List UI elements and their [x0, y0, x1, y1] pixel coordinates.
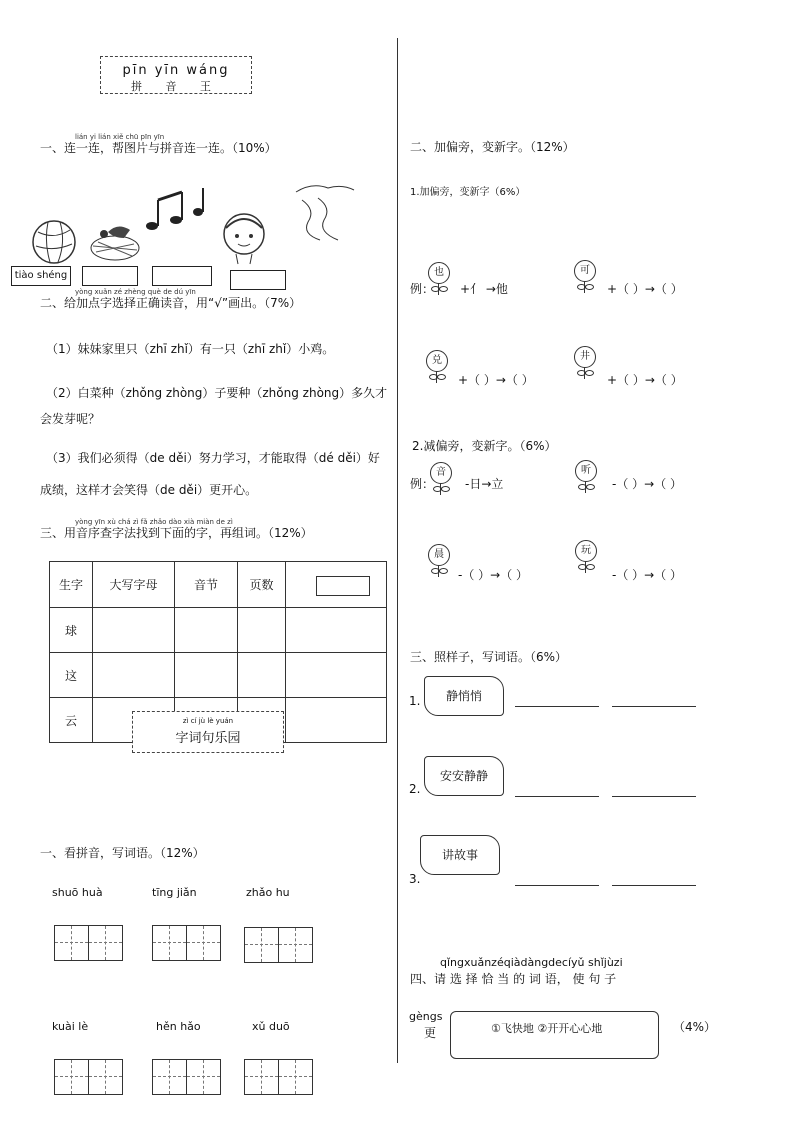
q2-item-3a: （3）我们必须得（de děi）努力学习，才能取得（dé děi）好: [46, 451, 380, 465]
table-cell: 这: [50, 653, 93, 698]
pinyin-word: kuài lè: [52, 1020, 89, 1033]
q2-item-1: （1）妹妹家里只（zhī zhǐ）有一只（zhī zhǐ）小鸡。: [46, 342, 335, 356]
table-header: [286, 562, 387, 608]
q2-item-2a: （2）白菜种（zhǒng zhòng）子要种（zhǒng zhòng）多久才: [46, 386, 388, 400]
label-box-1: tiào shéng: [11, 266, 71, 286]
right-q1-sub1: 1.加偏旁，变新字（6%）: [410, 187, 526, 198]
right-q1-sub2: 2.减偏旁，变新字。（6%）: [412, 439, 557, 453]
river-icon: [292, 180, 356, 244]
formula: +亻 →他: [460, 282, 508, 296]
music-notes-icon: [140, 182, 210, 242]
word-flag: 安安静静: [424, 756, 504, 796]
flower-char: 井: [574, 346, 596, 380]
q2-pinyin-hint: yòng xuǎn zé zhèng què de dú yīn: [75, 288, 196, 296]
column-divider: [397, 38, 398, 1063]
right-q2-title: 三、照样子，写词语。（6%）: [410, 650, 568, 664]
header-label-box: [316, 576, 370, 596]
title-pinyin: pīn yīn wáng: [122, 63, 230, 78]
table-cell[interactable]: [286, 698, 387, 743]
formula: +（ ）→（ ）: [607, 373, 683, 387]
right-q3-line2-pinyin: gèngs: [409, 1010, 443, 1023]
flower-char: 玩: [575, 540, 597, 574]
answer-line[interactable]: [612, 706, 696, 707]
options-text: ①飞快地 ②开开心心地: [491, 1022, 603, 1035]
answer-line[interactable]: [515, 796, 599, 797]
label-box-4: [230, 270, 286, 290]
table-cell: 球: [50, 608, 93, 653]
right-q3-line2-char: 更: [424, 1026, 437, 1040]
left-q3-title: 三、用音序查字法找到下面的字，再组词。（12%）: [40, 526, 313, 540]
title-box: [100, 56, 252, 94]
section-label-text: 字词句乐园: [175, 731, 241, 746]
label-box-3: [152, 266, 212, 286]
flower-char: 音: [430, 462, 452, 496]
writing-grid[interactable]: [54, 1059, 123, 1095]
table-cell[interactable]: [93, 653, 175, 698]
section-label-box: [132, 711, 284, 753]
flower-char: 可: [574, 260, 596, 294]
formula: -（ ）→（ ）: [612, 568, 683, 582]
formula: +（ ）→（ ）: [607, 282, 683, 296]
word-flag: 静悄悄: [424, 676, 504, 716]
q2-item-3b: 成绩，这样才会笑得（de děi）更开心。: [40, 483, 258, 497]
label-box-2: [82, 266, 138, 286]
q3-pinyin-hint: yòng yīn xù chá zì fǎ zhǎo dào xià miàn de zì: [75, 518, 233, 526]
item-number: 1.: [409, 694, 421, 708]
table-header: 音节: [175, 562, 238, 608]
pinyin-word: hěn hǎo: [156, 1020, 201, 1033]
table-cell[interactable]: [286, 608, 387, 653]
table-cell[interactable]: [238, 653, 286, 698]
pinyin-word: xǔ duō: [252, 1020, 290, 1033]
table-cell[interactable]: [93, 608, 175, 653]
bird-nest-icon: [88, 208, 142, 266]
table-header: 大写字母: [93, 562, 175, 608]
volleyball-icon: [30, 218, 78, 266]
item-number: 3.: [409, 872, 421, 886]
pinyin-word: tīng jiǎn: [152, 886, 197, 899]
formula: -（ ）→（ ）: [612, 477, 683, 491]
answer-line[interactable]: [612, 796, 696, 797]
table-header: 生字: [50, 562, 93, 608]
writing-grid[interactable]: [152, 1059, 221, 1095]
answer-line[interactable]: [515, 885, 599, 886]
writing-grid[interactable]: [54, 925, 123, 961]
item-number: 2.: [409, 782, 421, 796]
table-cell[interactable]: [175, 653, 238, 698]
word-flag: 讲故事: [420, 835, 500, 875]
table-cell[interactable]: [238, 608, 286, 653]
flower-char: 听: [575, 460, 597, 494]
formula: -（ ）→（ ）: [458, 568, 529, 582]
flower-char: 也: [428, 262, 450, 296]
table-cell[interactable]: [175, 608, 238, 653]
formula: +（ ）→（ ）: [458, 373, 534, 387]
table-header: 页数: [238, 562, 286, 608]
writing-grid[interactable]: [152, 925, 221, 961]
q2-item-2b: 会发芽呢？: [40, 412, 101, 426]
flower-char: 晨: [428, 544, 450, 578]
answer-line[interactable]: [515, 706, 599, 707]
example-label: 例：: [410, 477, 435, 491]
right-q3-pinyin: qǐngxuǎnzéqiàdàngdecíyǔ shǐjùzi: [440, 956, 623, 969]
q1-pinyin-hint: lián yi lián xiě chū pīn yīn: [75, 133, 165, 141]
pinyin-word: zhǎo hu: [246, 886, 290, 899]
girl-face-icon: [218, 208, 270, 266]
left-q2-title: 二、给加点字选择正确读音，用“√”画出。（7%）: [40, 296, 302, 310]
writing-grid[interactable]: [244, 927, 313, 963]
table-cell[interactable]: [286, 653, 387, 698]
right-q1-title: 二、加偏旁，变新字。（12%）: [410, 140, 575, 154]
example-label: 例：: [410, 282, 435, 296]
table-cell: 云: [50, 698, 93, 743]
section-label-pinyin: zì cí jù lè yuán: [182, 717, 234, 725]
formula: -日→立: [465, 477, 504, 491]
pinyin-word: shuō huà: [52, 886, 103, 899]
answer-line[interactable]: [612, 885, 696, 886]
writing-grid[interactable]: [244, 1059, 313, 1095]
left-q4-title: 一、看拼音，写词语。（12%）: [40, 846, 205, 860]
title-chars: 拼 音 王: [131, 80, 221, 93]
score: （4%）: [673, 1020, 717, 1034]
left-q1-title: 一、连一连，帮图片与拼音连一连。（10%）: [40, 141, 277, 155]
flower-char: 兑: [426, 350, 448, 384]
options-box: [450, 1011, 659, 1059]
right-q3-title: 四、请 选 择 恰 当 的 词 语， 使 句 子: [410, 972, 617, 986]
